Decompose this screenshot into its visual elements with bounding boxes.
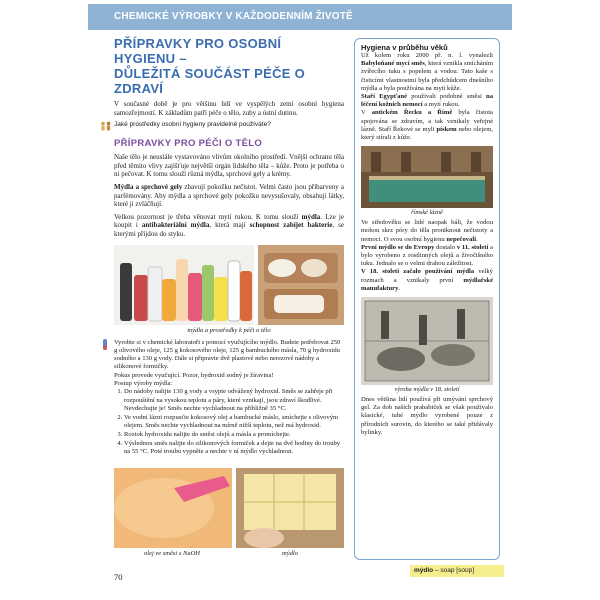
sidebar-paragraph-7: Dnes většina lidí používá při umývání sprchový gel. Za dob našich prababiček se však používalo klasické, tuhé mýdlo vyrobené pouze z přírodních surovin, do kterého se také přidávaly bylinky. [361, 396, 493, 436]
cosmetics-bottles-image [114, 245, 344, 325]
soap-making-image [114, 468, 344, 548]
roman-baths-caption: římské lázně [411, 209, 443, 217]
roman-baths-image [361, 146, 493, 208]
procedure-step: 4. Výslednou směs nalijte do silikonových formiček a dejte na dvě hodiny do trouby na 55 °C. Poté troubu vypněte a nechte v ní mýdlo vychladnout. [124, 440, 344, 457]
caption-oil-mixture: olej ve směsi s NaOH [144, 550, 200, 557]
page-number: 70 [114, 572, 123, 582]
soap-manufacture-caption: výroba mýdla v 18. století [394, 386, 460, 394]
sidebar-paragraph-2: Staří Egypťané používali podobné směsi na léčení kožních nemocí a mytí rukou. [361, 93, 493, 109]
sidebar-paragraph-4: Ve středověku se lidé naopak báli, že vodou mohou skrz póry do těla proniknout nečistoty a nemoci. O svou osobní hygienu nepečovali. [361, 219, 493, 243]
chapter-banner [88, 4, 512, 30]
glossary-box: mýdlo – soap [soʊp] [410, 565, 504, 577]
test-tube-icon [100, 339, 110, 353]
question [100, 121, 344, 131]
sidebar-paragraph-6: V 18. století začalo používání mýdla velký rozmach a vznikaly první mýdlařské manufaktury. [361, 268, 493, 292]
experiment-box [114, 339, 344, 457]
question-text: Jaké prostředky osobní hygieny pravidelně používáte? [114, 121, 271, 129]
products-photo-row [114, 245, 344, 325]
procedure-step: 3. Roztok hydroxidu nalijte do směsi olejů a másla a promíchejte. [124, 431, 344, 439]
sidebar-paragraph-3: V antickém Řecku a Římě byla čistota spojována se zdravím, a tak vznikaly veřejné lázně. Staří Řekové se myli pískem nebo olejem, který stírali z kůže. [361, 109, 493, 142]
soap-making-photos [114, 468, 344, 558]
body-paragraph-1: Naše tělo je neustále vystavováno vlivům okolního prostředí. Vnější ochranu těla před těmito vlivy zajišťuje největší orgán lidského těla – kůže. Proto je potřeba o ni pečovat. K tomu slouží různá mýdla, sprchové gely a krémy. [114, 153, 344, 179]
procedure-steps [114, 388, 344, 456]
section-title: PŘÍPRAVKY PRO PÉČI O TĚLO [114, 138, 263, 150]
procedure-step: 2. Ve vodní lázni rozpusťte kokosový olej a bambucké máslo, smíchejte s olivovým olejem. Směs nechte vychladnout na mírně nižší teplotu, než má hydroxid. [124, 414, 344, 431]
procedure-step: 1. Do nádoby nalijte 130 g vody a vsypte odvážený hydroxid. Směs se zahřeje při rozpouštění na vysokou teplotu a páry, které vznikají, jsou zdraví škodlivé. Nevdechujte je! Směs nechte vychladnout na přibližně 35 °C. [124, 388, 344, 413]
body-paragraph-3: Velkou pozornost je třeba věnovat mytí rukou. K tomu slouží mýdla. Lze je koupit i antibakteriální mýdla, která mají schopnost zabíjet bakterie, se kterými přijdou do styku. [114, 212, 344, 238]
people-icon [100, 121, 112, 131]
body-paragraph-2: Mýdla a sprchové gely zbavují pokožku nečistot. Velmi často jsou přibarveny a parfémovány. Aby mýdla a sprchové gely pokožku nevysušovaly, obsahují látky, které ji zvláčňují. [114, 182, 344, 209]
sidebar-title: Hygiena v průběhu věků [361, 43, 448, 52]
sidebar-paragraph-1: Už kolem roku 2000 př. n. l. vynalezli Babyloňané mycí směs, která vznikla smícháním zvířecího tuku s popelem a vodou. Tato kaše s čisticími vlastnostmi byla předchůdcem dnešního mýdla a byla používána na mytí kůže. [361, 52, 493, 92]
chapter-title: CHEMICKÉ VÝROBKY V KAŽDODENNÍM ŽIVOTĚ [114, 11, 353, 22]
soap-manufacture-engraving [361, 297, 493, 385]
textbook-page [88, 0, 512, 600]
caption-soap: mýdlo [282, 550, 298, 557]
experiment-intro: Vyrobte si v chemické laboratoři s pomocí vyučujícího mýdlo. Budete potřebovat 250 g olivového oleje, 125 g kokosového oleje, 125 g bambuckého másla, 70 g hydroxidu sodného a 130 g vody. Dále si připravte dvě plastové nebo nerezové nádoby a silikonové formičky. [114, 338, 341, 371]
procedure-title: Postup výroby mýdla: [114, 380, 173, 388]
photo-caption: mýdla a prostředky k péči o tělo [187, 326, 271, 334]
page-title: PŘÍPRAVKY PRO OSOBNÍ HYGIENU – DŮLEŽITÁ SOUČÁST PÉČE O ZDRAVÍ [114, 36, 306, 96]
experiment-warning: Pokus provede vyučující. Pozor, hydroxid sodný je žíravina! [114, 371, 274, 379]
history-sidebar [354, 38, 500, 560]
main-column [114, 36, 344, 457]
intro-paragraph: V současné době je pro většinu lidí ve vyspělých zemí osobní hygiena samozřejmostí. K základům patří péče o tělo, zuby a ústní dutinu. [114, 100, 344, 117]
sidebar-paragraph-5: První mýdlo se do Evropy dostalo v 11. století a bylo vyrobeno z rostlinných olejů a živočišného tuku. Jednalo se o velmi drahou záležitost. [361, 243, 493, 268]
